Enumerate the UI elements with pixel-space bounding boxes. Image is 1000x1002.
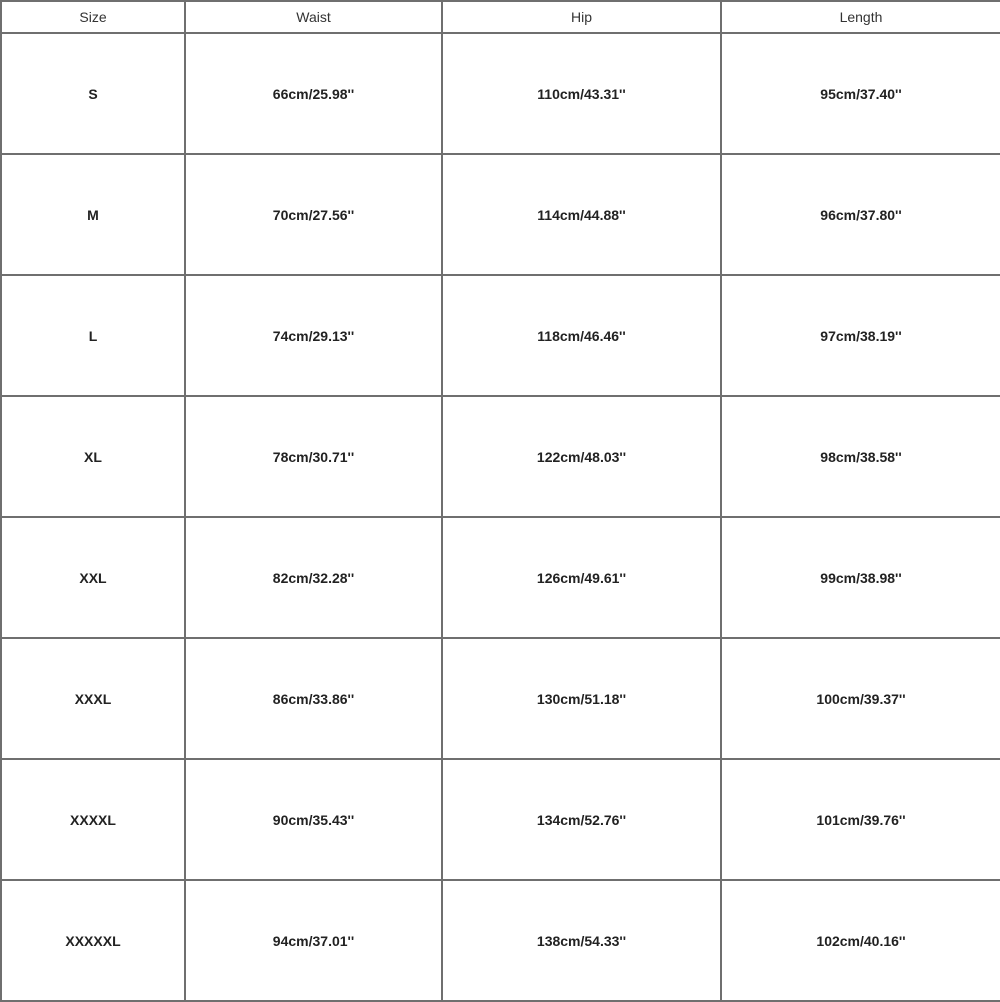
cell-hip: 114cm/44.88'' — [442, 154, 721, 275]
cell-waist: 90cm/35.43'' — [185, 759, 442, 880]
cell-hip: 138cm/54.33'' — [442, 880, 721, 1001]
cell-waist: 78cm/30.71'' — [185, 396, 442, 517]
header-length: Length — [721, 1, 1000, 33]
cell-size: XXXXL — [1, 759, 185, 880]
table-row — [1, 396, 1000, 517]
cell-size: L — [1, 275, 185, 396]
table-row — [1, 880, 1000, 1001]
cell-hip: 126cm/49.61'' — [442, 517, 721, 638]
cell-size: XXXXXL — [1, 880, 185, 1001]
cell-size: M — [1, 154, 185, 275]
cell-hip: 118cm/46.46'' — [442, 275, 721, 396]
cell-size: XL — [1, 396, 185, 517]
cell-hip: 122cm/48.03'' — [442, 396, 721, 517]
header-waist: Waist — [185, 1, 442, 33]
cell-waist: 70cm/27.56'' — [185, 154, 442, 275]
table-row — [1, 638, 1000, 759]
cell-waist: 82cm/32.28'' — [185, 517, 442, 638]
cell-length: 96cm/37.80'' — [721, 154, 1000, 275]
cell-length: 95cm/37.40'' — [721, 33, 1000, 154]
cell-size: XXXL — [1, 638, 185, 759]
cell-length: 100cm/39.37'' — [721, 638, 1000, 759]
cell-length: 97cm/38.19'' — [721, 275, 1000, 396]
table-row — [1, 154, 1000, 275]
table-row — [1, 275, 1000, 396]
table-header-row — [1, 1, 1000, 33]
cell-hip: 110cm/43.31'' — [442, 33, 721, 154]
header-size: Size — [1, 1, 185, 33]
cell-length: 102cm/40.16'' — [721, 880, 1000, 1001]
cell-waist: 74cm/29.13'' — [185, 275, 442, 396]
table-row — [1, 759, 1000, 880]
cell-size: XXL — [1, 517, 185, 638]
cell-waist: 94cm/37.01'' — [185, 880, 442, 1001]
table-row — [1, 33, 1000, 154]
cell-waist: 66cm/25.98'' — [185, 33, 442, 154]
cell-length: 99cm/38.98'' — [721, 517, 1000, 638]
cell-hip: 134cm/52.76'' — [442, 759, 721, 880]
cell-waist: 86cm/33.86'' — [185, 638, 442, 759]
table-row — [1, 517, 1000, 638]
cell-length: 98cm/38.58'' — [721, 396, 1000, 517]
header-hip: Hip — [442, 1, 721, 33]
cell-hip: 130cm/51.18'' — [442, 638, 721, 759]
cell-size: S — [1, 33, 185, 154]
cell-length: 101cm/39.76'' — [721, 759, 1000, 880]
